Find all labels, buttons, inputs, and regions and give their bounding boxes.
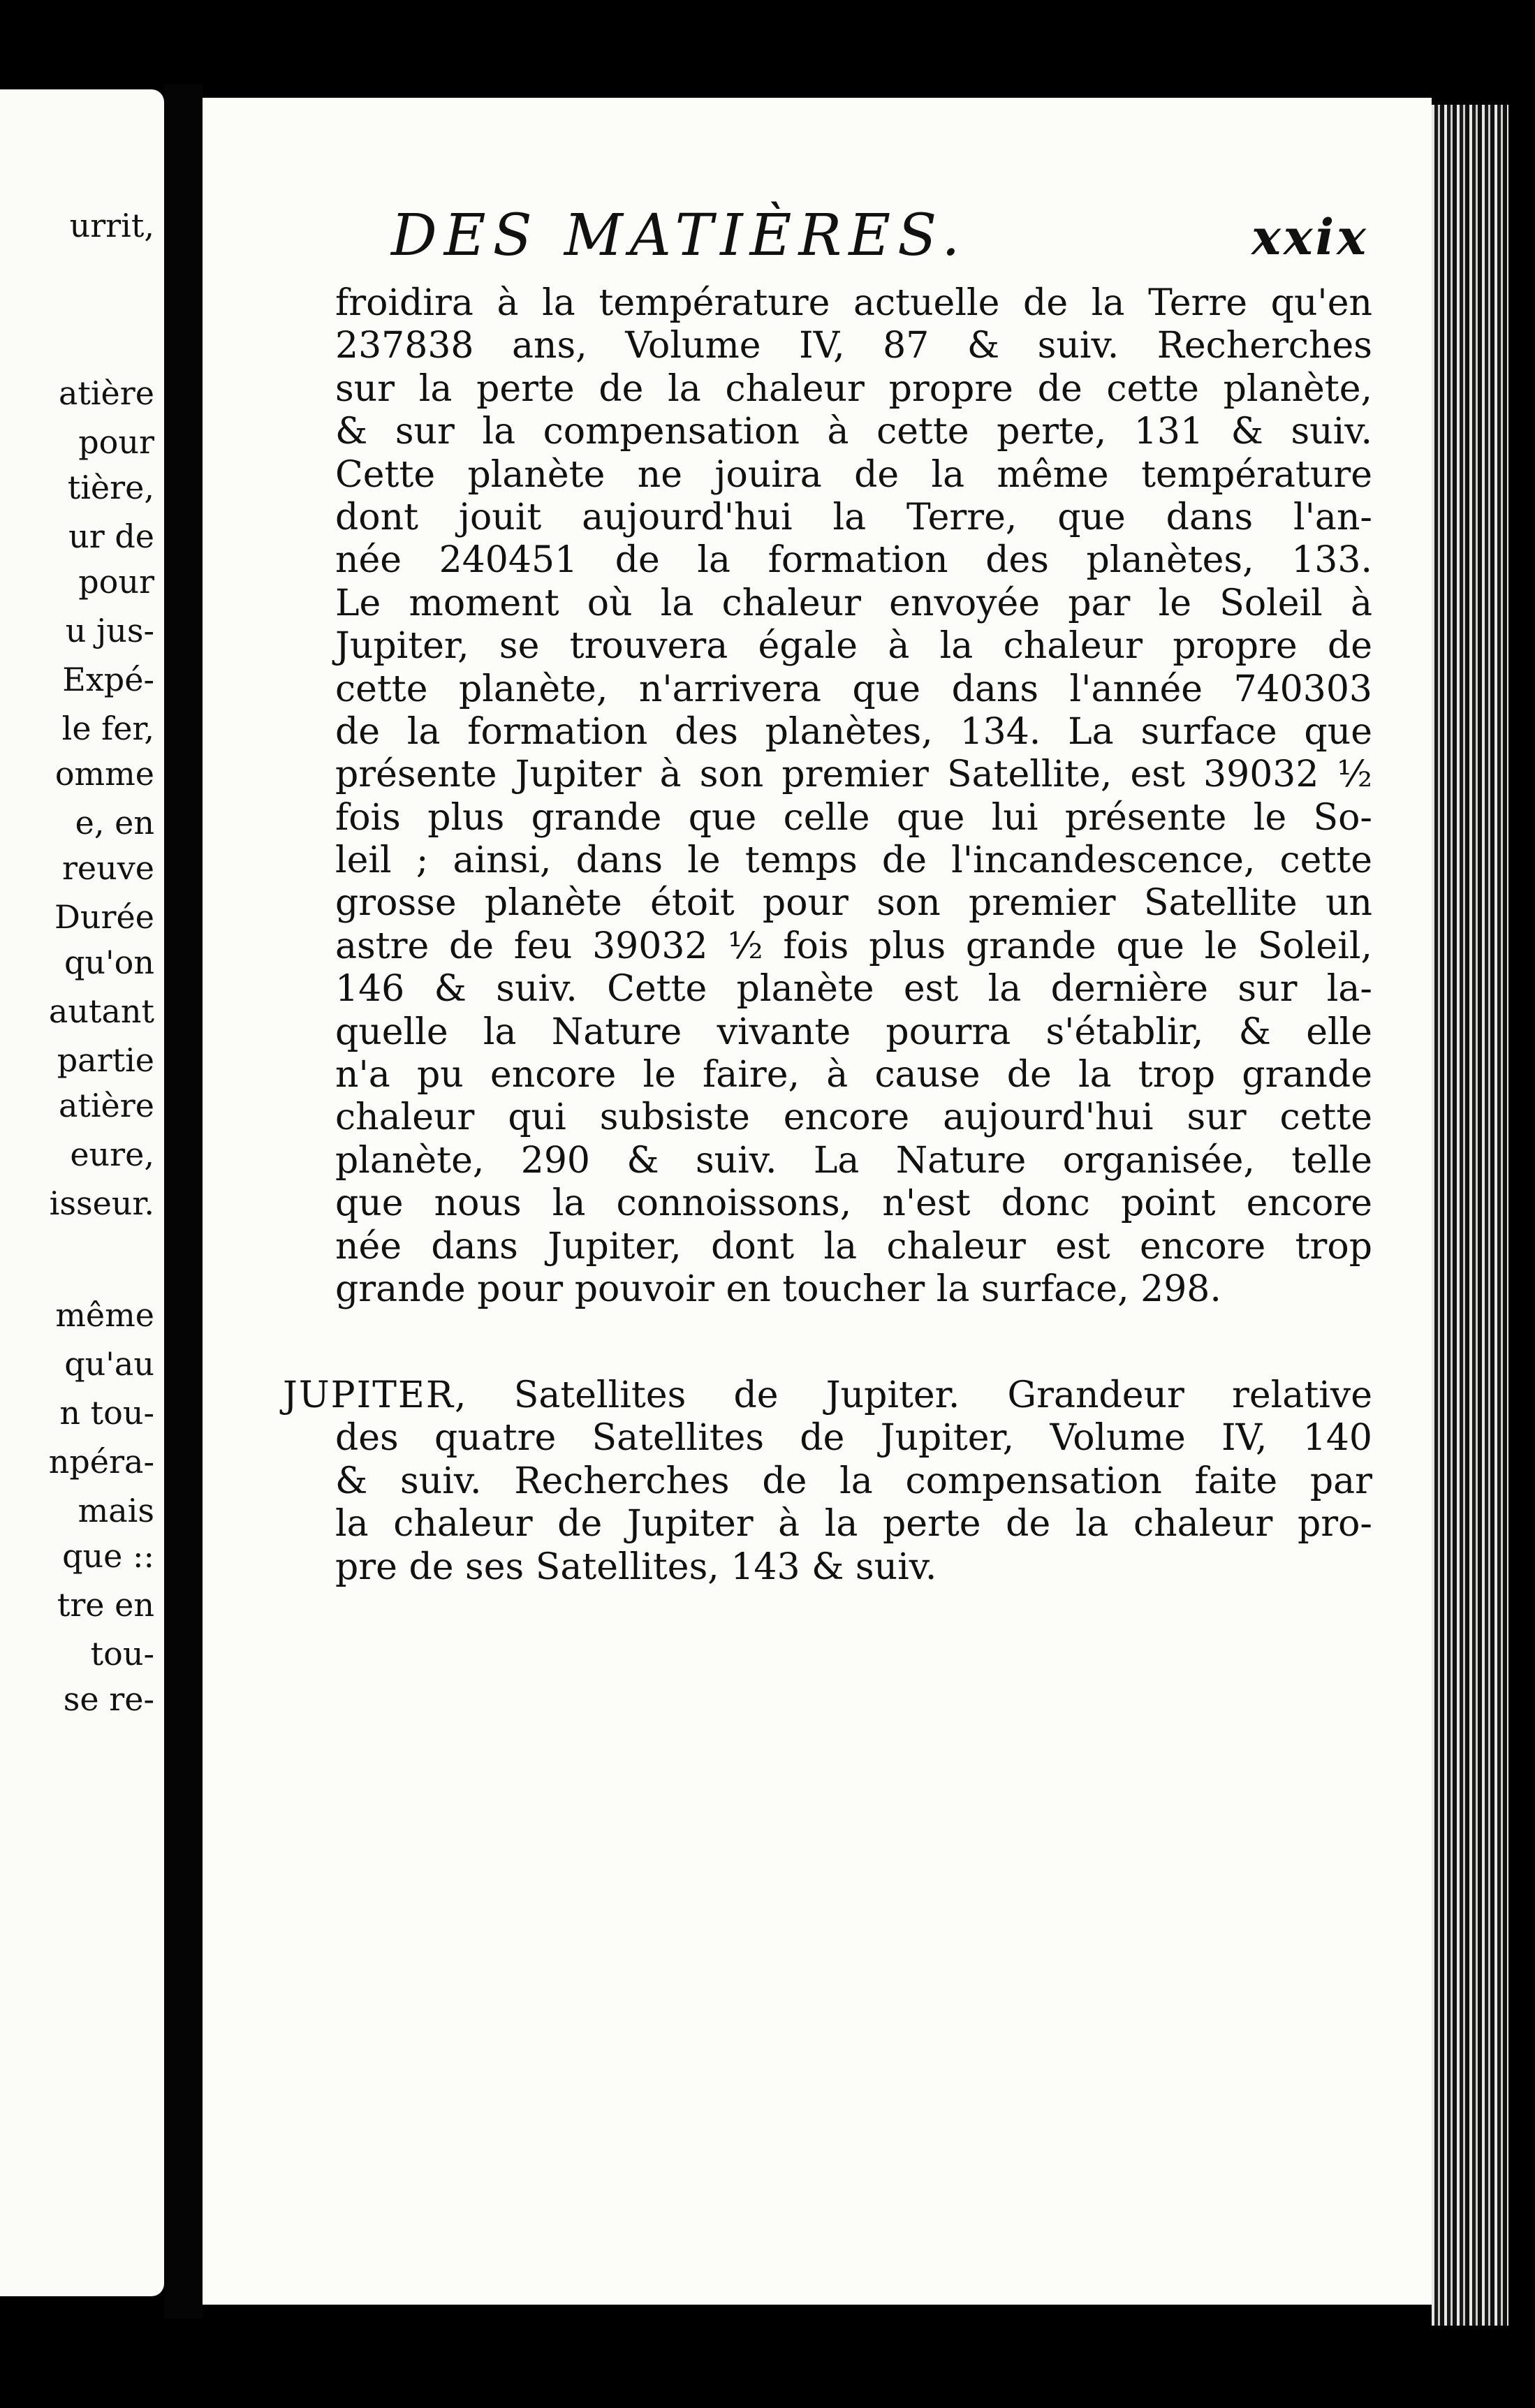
- left-page-text-fragment: eure,: [70, 1136, 154, 1173]
- left-page-text-fragment: tière,: [67, 469, 154, 506]
- text-line: la chaleur de Jupiter à la perte de la chaleur pro-: [335, 1503, 1372, 1546]
- text-line: froidira à la température actuelle de la Terre qu'en: [335, 282, 1372, 324]
- left-page-text-fragment: se re-: [63, 1680, 154, 1718]
- text-line: que nous la connoissons, n'est donc point encore: [335, 1182, 1372, 1225]
- left-page-text-fragment: npéra-: [48, 1443, 154, 1481]
- index-entry-jupiter-satellites: [283, 1374, 1372, 1589]
- left-page-text-fragment: n tou-: [59, 1394, 154, 1432]
- text-line: astre de feu 39032 ½ fois plus grande que le Soleil,: [335, 925, 1372, 967]
- text-line: grande pour pouvoir en toucher la surface, 298.: [335, 1268, 1221, 1310]
- left-page-text-fragment: e, en: [75, 804, 154, 842]
- main-page: [203, 98, 1432, 2305]
- running-header: [391, 203, 1369, 269]
- text-line: chaleur qui subsiste encore aujourd'hui sur cette: [335, 1096, 1372, 1139]
- text-line: & suiv. Recherches de la compensation faite par: [335, 1460, 1372, 1502]
- text-line: 237838 ans, Volume IV, 87 & suiv. Recherches: [335, 325, 1372, 367]
- left-page-text-fragment: mais: [78, 1492, 154, 1529]
- left-page-text-fragment: le fer,: [61, 710, 154, 747]
- left-page-text-fragment: tou-: [90, 1635, 154, 1673]
- left-page-text-fragment: autant: [48, 992, 154, 1030]
- text-line: quelle la Nature vivante pourra s'établir, & elle: [335, 1011, 1372, 1053]
- left-page-text-fragment: pour: [78, 563, 154, 601]
- text-line: n'a pu encore le faire, à cause de la trop grande: [335, 1054, 1372, 1096]
- text-line: sur la perte de la chaleur propre de cette planète,: [335, 367, 1372, 410]
- left-page-text-fragment: atière: [58, 1087, 154, 1124]
- left-page-fragment: [0, 89, 164, 2296]
- text-line: Jupiter, se trouvera égale à la chaleur propre de: [335, 625, 1372, 668]
- text-line: pre de ses Satellites, 143 & suiv.: [335, 1546, 937, 1588]
- entry-heading-rest: , Satellites de Jupiter. Grandeur relative: [455, 1374, 1372, 1416]
- text-line: grosse planète étoit pour son premier Satellite un: [335, 882, 1372, 925]
- left-page-text-fragment: tre en: [57, 1586, 154, 1624]
- left-page-text-fragment: Durée: [54, 898, 154, 936]
- left-page-text-fragment: isseur.: [49, 1184, 154, 1222]
- text-line: & sur la compensation à cette perte, 131 & suiv.: [335, 411, 1372, 453]
- text-line: Cette planète ne jouira de la même température: [335, 453, 1372, 496]
- text-line: née dans Jupiter, dont la chaleur est encore trop: [335, 1225, 1372, 1268]
- text-line: planète, 290 & suiv. La Nature organisée, telle: [335, 1139, 1372, 1182]
- index-entry-continuation: [335, 282, 1372, 1311]
- left-page-text-fragment: atière: [58, 374, 154, 412]
- text-line: de la formation des planètes, 134. La surface que: [335, 710, 1372, 753]
- left-page-text-fragment: urrit,: [69, 207, 154, 244]
- text-line: leil ; ainsi, dans le temps de l'incandescence, cette: [335, 839, 1372, 882]
- left-page-text-fragment: qu'au: [64, 1345, 154, 1383]
- left-page-text-fragment: Expé-: [62, 661, 154, 698]
- entry-headword: JUPITER: [283, 1374, 455, 1416]
- left-page-text-fragment: qu'on: [64, 944, 154, 981]
- left-page-text-fragment: reuve: [61, 849, 154, 887]
- left-page-text-fragment: même: [55, 1296, 154, 1334]
- running-title: DES MATIÈRES.: [391, 203, 967, 269]
- text-line: des quatre Satellites de Jupiter, Volume IV, 140: [335, 1417, 1372, 1460]
- page-number: xxix: [1251, 208, 1369, 266]
- text-line: née 240451 de la formation des planètes, 133.: [335, 539, 1372, 582]
- text-line: 146 & suiv. Cette planète est la dernière sur la-: [335, 968, 1372, 1011]
- text-line: fois plus grande que celle que lui présente le So-: [335, 796, 1372, 839]
- text-line: Le moment où la chaleur envoyée par le Soleil à: [335, 582, 1372, 624]
- text-line: dont jouit aujourd'hui la Terre, que dans l'an-: [335, 496, 1372, 538]
- left-page-text-fragment: pour: [78, 423, 154, 461]
- left-page-text-fragment: ur de: [68, 517, 154, 555]
- left-page-text-fragment: que ::: [62, 1537, 154, 1575]
- text-line: cette planète, n'arrivera que dans l'année 740303: [335, 668, 1372, 710]
- left-page-text-fragment: partie: [57, 1041, 154, 1079]
- book-gutter: [164, 84, 203, 2319]
- text-line: présente Jupiter à son premier Satellite, est 39032 ½: [335, 754, 1372, 796]
- left-page-text-fragment: omme: [54, 755, 154, 793]
- entry-heading-line: [283, 1374, 1372, 1417]
- left-page-text-fragment: u jus-: [65, 612, 154, 649]
- page-stack-edge: [1432, 105, 1508, 2326]
